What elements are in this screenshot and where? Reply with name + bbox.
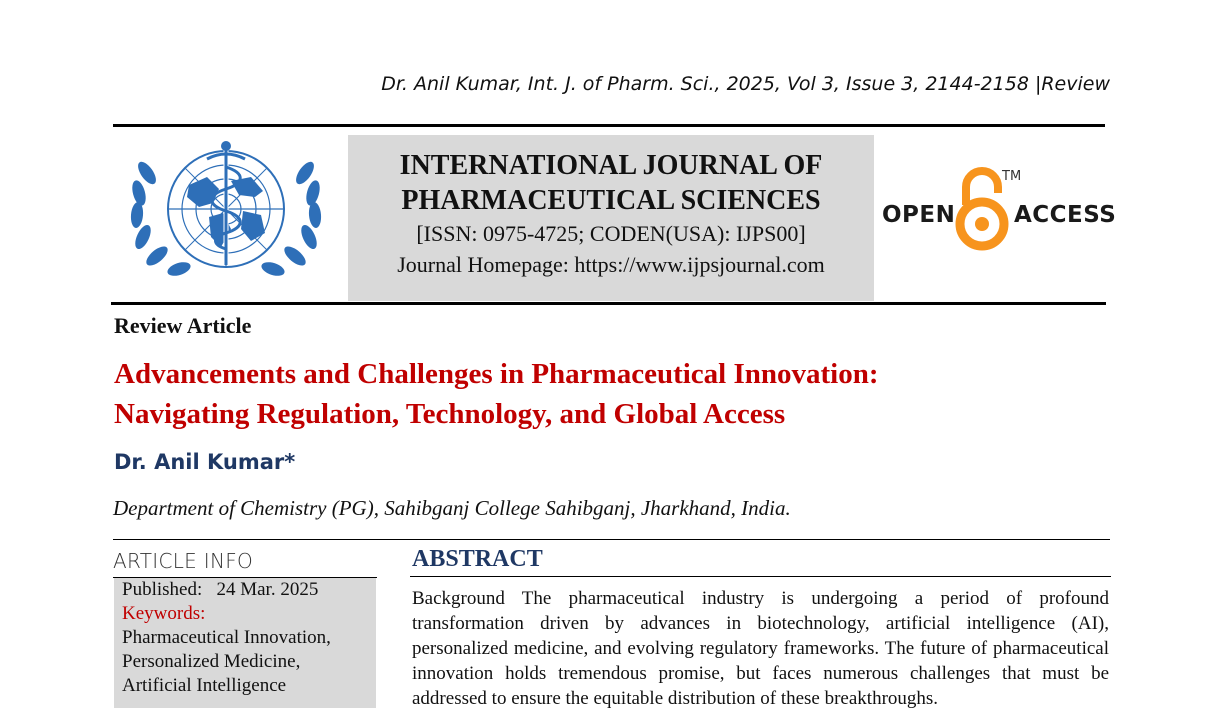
journal-emblem-logo: [127, 137, 325, 283]
article-type: Review Article: [114, 313, 252, 338]
article-title-line-1: Advancements and Challenges in Pharmaceutical Innovation:: [114, 358, 879, 390]
header-rule-top: [113, 124, 1105, 127]
article-title: [114, 354, 1014, 434]
author-affiliation: Department of Chemistry (PG), Sahibganj College Sahibganj, Jharkhand, India.: [113, 496, 791, 520]
open-access-word-access: ACCESS: [1014, 202, 1117, 228]
article-info-heading: ARTICLE INFO: [113, 549, 254, 573]
trademark-mark: TM: [1002, 169, 1022, 184]
keyword-item: Personalized Medicine,: [122, 651, 301, 672]
section-divider: [113, 539, 1110, 540]
article-info-box: [114, 578, 376, 708]
author-name[interactable]: Dr. Anil Kumar*: [114, 450, 296, 474]
abstract-rule: [410, 576, 1111, 577]
abstract-text: Background The pharmaceutical industry is undergoing a period of profound transformation driven by advances in biotechnology, artificial intelligence (AI), personalized medicine, and evolving regulatory frameworks. The future of pharmaceutical innovation holds tremendous promise, but faces numerous challenges that must be addressed to ensure the equitable distribution of these breakthroughs.: [412, 588, 1109, 709]
keywords-label: Keywords:: [122, 603, 206, 624]
published-label: Published:: [122, 579, 203, 600]
published-row: [122, 578, 376, 602]
published-date: 24 Mar. 2025: [216, 579, 319, 600]
keyword-item: Pharmaceutical Innovation,: [122, 627, 331, 648]
article-title-line-2: Navigating Regulation, Technology, and Global Access: [114, 398, 786, 430]
open-access-logo: [880, 165, 1117, 255]
journal-name: INTERNATIONAL JOURNAL OF PHARMACEUTICAL SCIENCES: [399, 150, 823, 216]
journal-homepage[interactable]: Journal Homepage: https://www.ijpsjournal.com: [397, 252, 825, 277]
journal-title-box: [348, 135, 874, 301]
abstract-heading: ABSTRACT: [412, 546, 543, 572]
running-head: Dr. Anil Kumar, Int. J. of Pharm. Sci., 2025, Vol 3, Issue 3, 2144-2158 |Review: [381, 73, 1110, 95]
open-access-word-open: OPEN: [882, 202, 956, 228]
keyword-item: Artificial Intelligence: [122, 675, 287, 696]
header-rule-bottom: [111, 302, 1106, 305]
journal-issn: [ISSN: 0975-4725; CODEN(USA): IJPS00]: [416, 221, 806, 246]
